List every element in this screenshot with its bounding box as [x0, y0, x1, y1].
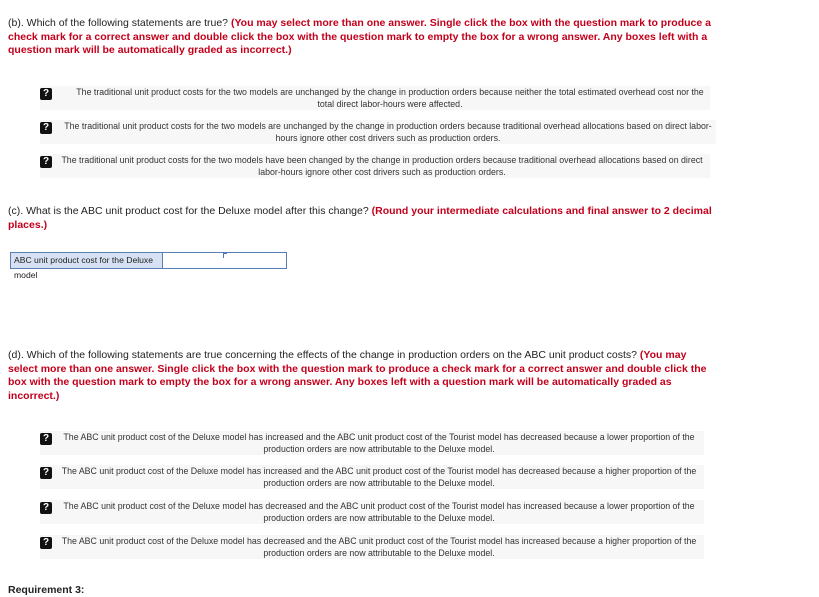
question-c-instruction: (Round your intermediate calculations and final answer to 2 decimal places.)	[8, 205, 712, 231]
question-d-text: (d). Which of the following statements are true concerning the effects of the change in production orders on the ABC unit product costs?	[8, 349, 637, 361]
question-d-instruction: (You may select more than one answer. Single click the box with the question mark to produce a check mark for a correct answer and double click the box with the question mark to empty the box for a wrong answer. Any boxes left with a question mark will be automatically graded as incorrect.)	[8, 349, 707, 402]
question-c	[8, 205, 718, 232]
option-b-2-text: The traditional unit product costs for the two models are unchanged by the change in production orders because traditional overhead allocations based on direct labor-hours ignore other cost drivers such as production orders.	[64, 121, 712, 143]
question-c-text: (c). What is the ABC unit product cost for the Deluxe model after this change?	[8, 205, 369, 217]
question-mark-checkbox[interactable]: ?	[40, 88, 52, 100]
abc-input-label: ABC unit product cost for the Deluxe model	[11, 253, 163, 268]
option-b-1	[40, 86, 710, 110]
option-d-1-text: The ABC unit product cost of the Deluxe model has increased and the ABC unit product cost of the Tourist model has decreased because a lower proportion of the production orders are now attributable to the Deluxe model.	[63, 432, 695, 454]
question-mark-checkbox[interactable]: ?	[40, 156, 52, 168]
option-d-3-text: The ABC unit product cost of the Deluxe model has decreased and the ABC unit product cost of the Tourist model has increased because a lower proportion of the production orders are now attributable to the Deluxe model.	[63, 501, 695, 523]
option-d-2-text: The ABC unit product cost of the Deluxe model has increased and the ABC unit product cost of the Tourist model has decreased because a higher proportion of the production orders are now attributable to the Deluxe model.	[61, 466, 697, 488]
question-b-text: (b). Which of the following statements are true?	[8, 17, 229, 29]
question-mark-checkbox[interactable]: ?	[40, 122, 52, 134]
option-b-3	[40, 154, 710, 178]
question-mark-checkbox[interactable]: ?	[40, 467, 52, 479]
option-d-3	[40, 500, 704, 524]
question-b-instruction: (You may select more than one answer. Single click the box with the question mark to produce a check mark for a correct answer and double click the box with the question mark to empty the box for a wrong answer. Any boxes left with a question mark will be automatically graded as incorrect.)	[8, 17, 711, 56]
question-mark-checkbox[interactable]: ?	[40, 537, 52, 549]
option-b-1-text: The traditional unit product costs for the two models are unchanged by the change in production orders because neither the total estimated overhead cost nor the total direct labor-hours were affected.	[76, 87, 704, 109]
question-b	[8, 17, 718, 58]
option-b-2	[40, 120, 716, 144]
question-d	[8, 349, 718, 403]
option-d-1	[40, 431, 704, 455]
question-mark-checkbox[interactable]: ?	[40, 433, 52, 445]
option-d-2	[40, 465, 704, 489]
question-mark-checkbox[interactable]: ?	[40, 502, 52, 514]
option-d-4-text: The ABC unit product cost of the Deluxe model has decreased and the ABC unit product cost of the Tourist model has increased because a higher proportion of the production orders are now attributable to the Deluxe model.	[61, 536, 697, 558]
abc-answer-row	[10, 252, 287, 280]
option-d-4	[40, 535, 704, 559]
option-b-3-text: The traditional unit product costs for the two models have been changed by the change in production orders because traditional overhead allocations based on direct labor-hours ignore other cost drivers such as production orders.	[61, 155, 703, 177]
input-corner-marker	[223, 253, 227, 258]
requirement-heading: Requirement 3:	[8, 584, 85, 596]
